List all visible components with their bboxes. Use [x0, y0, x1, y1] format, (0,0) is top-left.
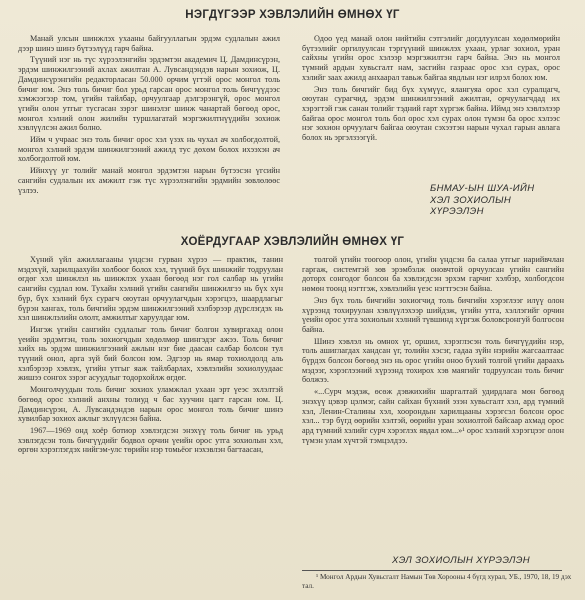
signature-line: БНМАУ-ЫН ШУА-ИЙН: [430, 183, 535, 194]
paragraph: Түүний нэг нь түс хүрээлэнгийн эрдэмтэн академич Ц. Дамдинсүрэн, эрдэм шинжилгээний ахлах ажилтан А. Лувсандэндэв нарын зохиож, Ц. Дамдинсүрэнгийн редакторласан 50.000 орчим үгтэй орос монгол толь бичиг юм. Энэ толь бичиг бол урьд гарсан орос монгол толь бичгүүдээс хэмжээгээр том, үгийн тайлбар, орчуулгаар дэлгэрэнгүй, орос монгол үгийн олон утгыг тусгасан зэрэг шинэлэг шинж чанартай бөгөөд орос, монгол хэлний олон жилийн туршлагатай мэргэжилтнүүдийн зохиож хэвлүүлсэн ажил болно.: [18, 55, 280, 133]
first-preface-right-column: [302, 34, 560, 174]
second-preface-left-column: [18, 255, 283, 589]
paragraph: Манай улсын шинжлэх ухааны байгууллагын эрдэм судлалын ажил дээр шинэ шинэ бүтээлүүд гарч байна.: [18, 34, 280, 53]
second-preface-right-column: [302, 255, 564, 570]
second-preface-signature: ХЭЛ ЗОХИОЛЫН ХҮРЭЭЛЭН: [392, 555, 531, 566]
footnote: ¹ Монгол Ардын Хувьсгалт Намын Төв Хорооны 4 бүгд хурал, УБ., 1970, 18, 19 дэх тал.: [302, 573, 572, 590]
paragraph: «...Сурч мэдэж, өсөж дэвжихийн шаргалтай удирдлага мөн бөгөөд энэхүү цэвэр цэлмэг, сайн сайхан бүхний эзэн хувьсгалт хэл, ард түмний хэл, Ленин-Сталины хэл, хоорондын харилцааны хэрэгсэл болсон орос хэл... тэр бүгд өөрийн хэлтэй, өөрийн уран зохиолтой байсаар ахмад орос ард түмний хэлийг сурч хэрэглэх явдал юм...»¹ орос хэлний хэрэгцээг олон түмэн улам хүчтэй тэмцэлдээ.: [302, 387, 564, 445]
second-edition-preface-title: ХОЁРДУГААР ХЭВЛЭЛИЙН ӨМНӨХ ҮГ: [180, 236, 405, 248]
paragraph: Ингэж үгийн сангийн судлалыг толь бичиг болгон хувиргахад олон үеийн эрдэмтэн, толь зохиогчдын хөдөлмөр шингэдэг ажээ. Толь бичиг хийх нь эрдэм шинжилгээний ажлын нэг бие даасан салбар болсон тул түүний онол, арга зүй бий болсон юм. Эдгээр нь ямар тохиолдолд аль хэлбэрээр хэвлэх, үгийн утгыг яаж тайлбарлах, хэвлэлийн зохиолуудаас жишээ сонгох зэрэг асуудлыг тодорхойлж өгдөг.: [18, 324, 283, 383]
paragraph: толгой үгийн тоогоор олон, үгийн үндсэн ба салаа утгыг нарийвчлан гаргаж, системтэй зөв эрэмбэлж оновчтой орчуулсан үгийн сангийн доторх сонгодог болсон ба хэвлэгдсэн эрхэм гарчиг хэлбэр, холбогдсон нөмөн тоонд нэгтгэж, хэвлэлийн үеэс нэгтгэсэн байна.: [302, 255, 564, 294]
paragraph: Одоо үед манай олон нийтийн сэтгэлийг догдлуулсан хөдөлмөрийн бүтээлийг оргилуулсан тэргүүний шинжлэх ухаан, урлаг зохиол, уран сайхны үгийн орос хэлээр мэргэжилтэн гарч байна. Энэ нь монгол түмний ардын хувьсгалт нам, засгийн газраас орос хэл сурах, орос хэлийг заах ажилд анхаарал тавьж байгаа явдлын нэг илрэл болох юм.: [302, 34, 560, 82]
signature-line: ХҮРЭЭЛЭН: [430, 206, 484, 217]
first-preface-signature: [430, 183, 580, 218]
paragraph: Ийм ч учраас энэ толь бичиг орос хэл үзэх нь чухал ач холбогдолтой, монгол хэлний эрдэм шинжилгээний ажилд тус дөхөм болох ихээхэн ач холбогдолтой юм.: [18, 135, 280, 164]
paragraph: Ийнхүү уг толийг манай монгол эрдэмтэн нарын бүтээсэн үгсийн сангийн судлалын их амжилт гэж түс хүрээлэнгийн эрдмийн зөвлөлөөс үзлээ.: [18, 166, 280, 195]
first-edition-preface-title: НЭГДҮГЭЭР ХЭВЛЭЛИЙН ӨМНӨХ ҮГ: [185, 9, 400, 21]
paragraph: 1967—1969 онд хоёр ботиор хэвлэгдсэн энэхүү толь бичиг нь урьд хэвлэгдсэн толь бичгүүдийг бодвол орчин үеийн орос утга зохиолын хэл, өргөн хэрэглэгдэх нийгэм-улс төрийн нэр томьёог нэхэвлэн багтаасан,: [18, 425, 283, 455]
paragraph: Энэ бүх толь бичгийн зохиогчид толь бичгийн хэрэглээг илүү олон хүрээнд тохируулан хэвлүүлэхээр шийдэж, үгийн утга, хэллэгийг орчин үеийн орос утга зохиолын хэлний түвшинд хүргэж боловсронгуй болгосон байна.: [302, 295, 564, 334]
paragraph: Хүний үйл ажиллагааны үндсэн гурван хүрээ — практик, танин мэдэхүй, харилцаахуйн холбоог болох хэл, түүний бүх шинжийг тодруулан өгдөг хэл шинжлэл нь шинжлэх ухаан бөгөөд нэг гол салбар нь үгийн сангийн судлал юм. Тухайн хэлний үгийн сангийн шинжилгээ нь бүх хүн бүр, бүх хэлний бүх сурагч оюутан орчуулагчдын хэрэгцээ, шаардлагыг бүрэн хангах, толь бичгийн эрдэм шинжилгээний хэлбэрээр дүрслэгдэх нь хэл шинжлэлийн ололт, амжилтыг харуулдаг юм.: [18, 255, 283, 323]
paragraph: Монголчуудын толь бичиг зохиох уламжлал ухаан эрт үеэс эхлэлтэй бөгөөд орос хэлний анхны толиуд ч бас хуучин цагт гарсан юм. Ц. Дамдинсүрэн, А. Лувсандэндэв нарын орос монгол толь бичиг шинэ хувилбар зохиох ажлыг эхлүүлсэн байна.: [18, 385, 283, 424]
paragraph: Шинэ хэвлэл нь омнох үг, оршил, хэрэглэсэн толь бичгүүдийн нэр, толь ашиглагдах хандсан үг, толийн хэсэг, гадаа зүйн нэрийн жагсаалтаас бүрдэх болсон бөгөөд энэ нь орос үгийн оноо бүхий толгой үгийн дараахь мэдээг, хэрэглээний хүрээнд тохирох хэв маягийг тодруулсан толь бичиг болжээ.: [302, 336, 564, 385]
signature-line: ХЭЛ ЗОХИОЛЫН: [430, 194, 512, 206]
footnote-divider: [302, 570, 562, 571]
paragraph: Энэ толь бичгийг бид бүх хүмүүс, ялангуяа орос хэл суралцагч, оюутан сурагчид, эрдэм шинжилгээний ажилтан, орчуулагчдад их хэрэгтэй гэж санан толийг тэдний гарт хүргэж байна. Иймд энэ хэвлэлээр байгаа орос монгол толь бол орос хэл сурах олон түмэн ба орос хэлээс нэг зохион орчуулагч байгаа оюутан сэхээтэн нарын чухал гарын авлага болох нь эргэлзээгүй.: [302, 84, 560, 143]
first-preface-left-column: [18, 34, 280, 220]
